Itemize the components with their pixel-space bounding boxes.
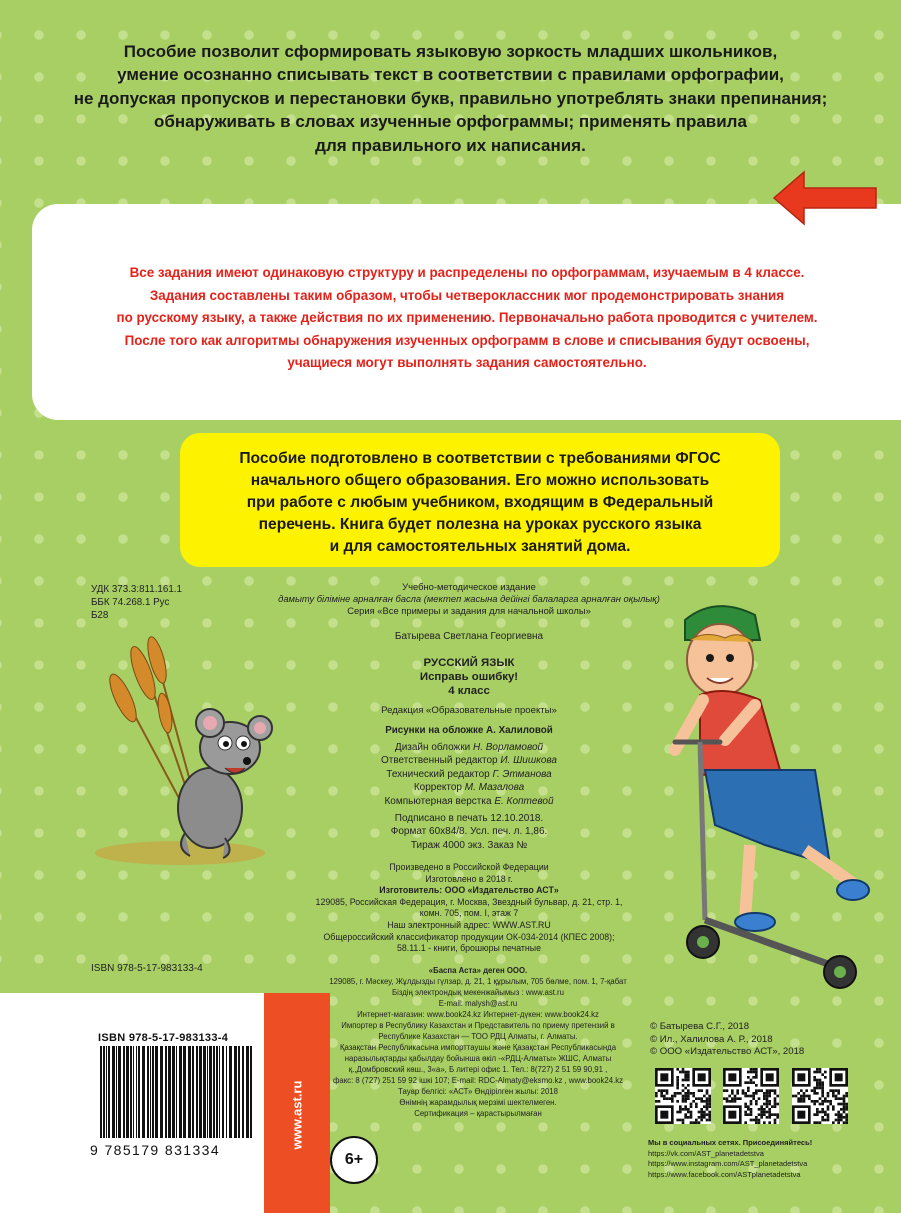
credits <box>250 741 688 808</box>
illustrations-text: Рисунки на обложке А. Халиловой <box>385 725 553 736</box>
fgos-line: при работе с любым учебником, входящим в Федеральный <box>246 494 714 511</box>
barcode-isbn: ISBN 978-5-17-983133-4 <box>98 1032 229 1044</box>
intro-line: не допуская пропусков и перестановки букв, правильно употреблять знаки препинания; <box>73 88 828 108</box>
intro-text <box>40 40 861 157</box>
social-link-facebook[interactable]: https://www.facebook.com/ASTplanetadetstva <box>648 1169 801 1179</box>
signed-date: Подписано в печать 12.10.2018. <box>394 813 544 824</box>
made-year: Изготовлено в 2018 г. <box>425 873 513 884</box>
made-in: Произведено в Российской Федерации <box>389 862 549 872</box>
mouse-illustration <box>85 628 280 868</box>
imprint-header <box>250 581 688 617</box>
credit-proof <box>250 781 688 794</box>
edition-type: Учебно-методическое издание <box>402 581 536 592</box>
intro-line: умение осознанно списывать текст в соответствии с правилами орфографии, <box>117 65 784 85</box>
credit-label: Корректор <box>413 782 465 794</box>
social-link-instagram[interactable]: https://www.instagram.com/AST_planetadetstva <box>648 1159 808 1168</box>
address-line: 129085, Российская Федерация, г. Москва, Звездный бульвар, д. 21, стр. 1, <box>315 896 623 907</box>
fgos-line: Пособие подготовлено в соответствии с требованиями ФГОС <box>239 450 721 467</box>
credit-label: Компьютерная верстка <box>384 795 495 807</box>
qr-code-icon[interactable] <box>723 1068 779 1124</box>
barcode-icon <box>98 1046 256 1138</box>
boy-on-scooter-illustration <box>655 600 890 1000</box>
kz-line: E-mail: malysh@ast.ru <box>438 999 518 1008</box>
copyright-line: © Ил., Халилова А. Р., 2018 <box>650 1033 773 1045</box>
barcode-digits: 9 785179 831334 <box>90 1142 220 1158</box>
credit-label: Дизайн обложки <box>394 742 473 753</box>
kz-line: Республике Казахстан — ТОО РДЦ Алматы, г. Алматы. <box>378 1032 578 1041</box>
bbk-code: ББК 74.268.1 Рус <box>91 597 170 608</box>
title-main: РУССКИЙ ЯЗЫК <box>423 657 515 669</box>
udk-code: УДК 373.3:811.161.1 <box>91 584 182 595</box>
tasks-description <box>62 262 872 375</box>
kz-line: Тауар белгісі: «АСТ» Өндірілген жылы: 2018 <box>398 1087 558 1096</box>
kz-line: Импортер в Республику Казахстан и Представитель по приему претензий в <box>341 1021 615 1030</box>
kz-line: Қазақстан Республикасына импорттаушы және Қазақстан Республикасында <box>339 1043 617 1052</box>
kz-line: факс: 8 (727) 251 59 92 ішкі 107; E-mail: RDC-Almaty@eksmo.kz , www.book24.kz <box>332 1076 624 1085</box>
author-text: Батырева Светлана Георгиевна <box>394 631 544 642</box>
fgos-line: начального общего образования. Его можно использовать <box>250 472 710 489</box>
kz-line: Интернет-магазин: www.book24.kz Интернет-дүкен: www.book24.kz <box>357 1010 599 1019</box>
editorial-text: Редакция «Образовательные проекты» <box>381 705 557 716</box>
kz-line: «Баспа Аста» деген ООО. <box>428 966 528 975</box>
qr-code-icon[interactable] <box>792 1068 848 1124</box>
credit-name: М. Мазалова <box>464 782 525 794</box>
address-line: комн. 705, пом. I, этаж 7 <box>419 908 519 919</box>
manufacturer: Изготовитель: ООО «Издательство АСТ» <box>379 885 559 896</box>
kz-line: қ.,Домбровский көш., 3«а», Б литері офис 1. Тел.: 8(727) 2 51 59 90,91 , <box>348 1065 608 1074</box>
social-links <box>648 1138 812 1180</box>
tasks-line: Задания составлены таким образом, чтобы четвероклассник мог продемонстрировать знания <box>149 287 785 303</box>
print-details <box>250 812 688 852</box>
intro-line: обнаруживать в словах изученные орфограммы; применять правила <box>154 112 747 132</box>
credit-name: Е. Коптевой <box>494 795 554 807</box>
kz-line: Біздің электрондық мекенжайымыз : www.ast.ru <box>392 988 564 997</box>
kz-line: Өнімнің жарамдылық мерзімі шектелмеген. <box>399 1098 557 1107</box>
kz-line: Сертификация – қарастырылмаған <box>414 1109 542 1118</box>
copyright-line: © ООО «Издательство АСТ», 2018 <box>650 1046 805 1057</box>
social-heading: Мы в социальных сетях. Присоединяйтесь! <box>648 1138 813 1147</box>
okp-code-2: 58.11.1 - книги, брошюры печатные <box>396 943 542 954</box>
site-text: www.ast.ru <box>289 1080 305 1150</box>
intro-line: для правильного их написания. <box>315 135 586 155</box>
qr-code-icon[interactable] <box>655 1068 711 1124</box>
credit-layout <box>250 795 688 808</box>
tasks-line: После того как алгоритмы обнаружения изученных орфограмм в слове и списывания будут освоены, <box>124 332 810 348</box>
format: Формат 60x84/8. Усл. печ. л. 1,86. <box>390 826 548 838</box>
email: Наш электронный адрес: WWW.AST.RU <box>387 919 551 930</box>
fgos-text <box>190 448 770 558</box>
book-title <box>250 656 688 698</box>
social-link-vk[interactable]: https://vk.com/AST_planetadetstva <box>648 1148 764 1158</box>
tasks-line: Все задания имеют одинаковую структуру и распределены по орфограммам, изучаемым в 4 классе. <box>129 265 805 280</box>
series: Серия «Все примеры и задания для начальной школы» <box>347 605 591 616</box>
tasks-line: учащиеся могут выполнять задания самостоятельно. <box>287 355 647 370</box>
credit-tech <box>250 768 688 781</box>
author-code: Б28 <box>91 610 109 621</box>
credit-name: И. Шишкова <box>500 755 557 767</box>
okp-code: Общероссийский классификатор продукции ОК-034-2014 (КПЕС 2008); <box>323 931 615 942</box>
classification-codes <box>91 583 182 622</box>
fgos-line: и для самостоятельных занятий дома. <box>329 538 631 555</box>
credit-name: Г. Этманова <box>492 768 552 780</box>
illustrations <box>250 724 688 737</box>
author-name <box>250 630 688 643</box>
copyright-line: © Батырева С.Г., 2018 <box>650 1021 750 1032</box>
editorial <box>250 704 688 717</box>
site-url <box>272 1060 322 1170</box>
print-run: Тираж 4000 экз. Заказ № <box>410 839 528 851</box>
kz-line: 129085, г. Мәскеу, Жұлдызды гүлзар, д. 21, 1 құрылым, 705 бөлме, пом. 1, 7-қабат <box>329 977 627 986</box>
credit-name: Н. Ворламовой <box>472 742 544 753</box>
title-sub: Исправь ошибку! <box>419 671 519 683</box>
credit-editor <box>250 754 688 767</box>
kz-line: наразылықтарды қабылдау бойынша өкіл -«РДЦ-Алматы» ЖШС, Алматы <box>344 1054 612 1063</box>
tasks-line: по русскому языку, а также действия по их применению. Первоначально работа проводится с учителем. <box>116 310 818 325</box>
grade: 4 класс <box>448 685 490 697</box>
credit-label: Ответственный редактор <box>381 755 501 767</box>
credit-label: Технический редактор <box>386 768 493 780</box>
edition-type-kz: дамыту біліміне арналған басла (мектеп жасына дейінгі балаларга арналған оқылық) <box>278 593 660 604</box>
copyright <box>650 1021 804 1059</box>
isbn-text: ISBN 978-5-17-983133-4 <box>91 963 203 974</box>
intro-line: Пособие позволит сформировать языковую зоркость младших школьников, <box>123 42 778 61</box>
manufacturer-info <box>250 862 688 955</box>
age-rating-badge: 6+ <box>330 1136 378 1184</box>
arrow-left-icon <box>770 168 878 228</box>
kazakhstan-info <box>318 965 638 1119</box>
credit-design <box>250 741 688 754</box>
fgos-line: перечень. Книга будет полезна на уроках русского языка <box>258 516 702 533</box>
